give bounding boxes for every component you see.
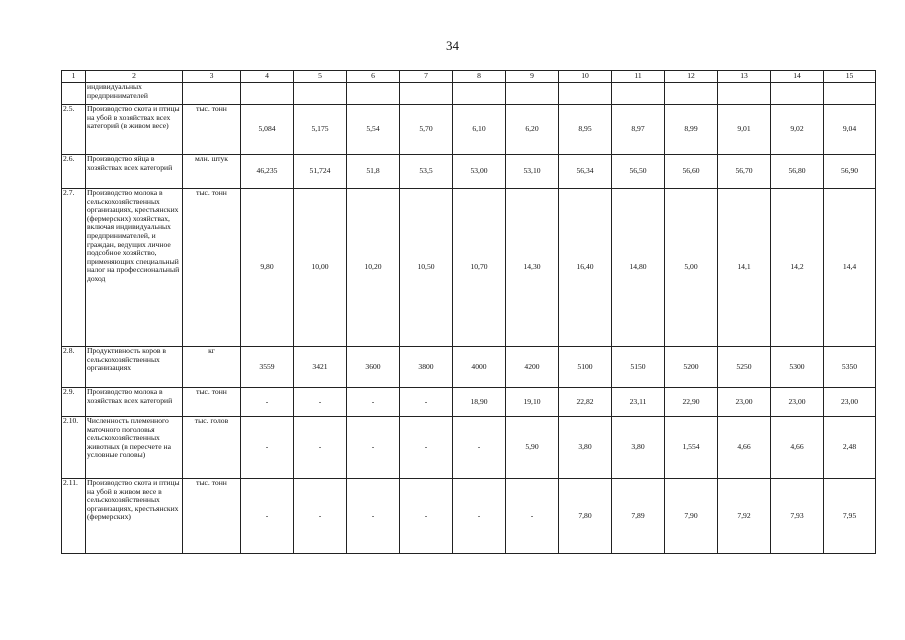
value-cell [771, 83, 824, 105]
indicator-name-cell: индивидуальных предпринимателей [86, 83, 183, 105]
value-cell: 3800 [400, 347, 453, 388]
value-cell: 9,04 [824, 105, 876, 155]
value-cell: 1,554 [665, 417, 718, 479]
value-cell: 6,20 [506, 105, 559, 155]
value-cell: - [294, 417, 347, 479]
header-cell: 4 [241, 71, 294, 83]
value-cell: 7,80 [559, 479, 612, 554]
row-number-cell: 2.8. [62, 347, 86, 388]
value-cell: 10,70 [453, 189, 506, 347]
table-body [62, 71, 876, 554]
value-cell [824, 83, 876, 105]
value-cell [241, 83, 294, 105]
indicator-name-cell: Производство скота и птицы на убой в хозяйствах всех категорий (в живом весе) [86, 105, 183, 155]
value-cell [294, 83, 347, 105]
value-cell: 5,70 [400, 105, 453, 155]
value-cell: 8,95 [559, 105, 612, 155]
value-cell: 56,34 [559, 155, 612, 189]
indicator-name-cell: Производство молока в сельскохозяйственных организациях, крестьянских (фермерских) хозяйствах, включая индивидуальных предпринимателей, и граждан, ведущих личное подсобное хозяйство, применяющих специальный налог на профессиональный доход [86, 189, 183, 347]
value-cell: - [400, 479, 453, 554]
value-cell: 23,00 [718, 388, 771, 417]
value-cell: 4,66 [718, 417, 771, 479]
value-cell: 5,084 [241, 105, 294, 155]
value-cell: 5350 [824, 347, 876, 388]
header-cell: 3 [183, 71, 241, 83]
value-cell: - [453, 479, 506, 554]
value-cell: - [241, 479, 294, 554]
value-cell: 56,60 [665, 155, 718, 189]
value-cell: 56,50 [612, 155, 665, 189]
value-cell: 3,80 [612, 417, 665, 479]
value-cell: 5,54 [347, 105, 400, 155]
value-cell: 4,66 [771, 417, 824, 479]
value-cell: 6,10 [453, 105, 506, 155]
row-number-cell: 2.11. [62, 479, 86, 554]
unit-cell: кг [183, 347, 241, 388]
unit-cell: млн. штук [183, 155, 241, 189]
unit-cell: тыс. голов [183, 417, 241, 479]
row-number-cell [62, 83, 86, 105]
value-cell: 56,90 [824, 155, 876, 189]
value-cell [559, 83, 612, 105]
value-cell: 5100 [559, 347, 612, 388]
page-number: 34 [446, 38, 459, 53]
value-cell: - [347, 388, 400, 417]
header-cell: 13 [718, 71, 771, 83]
table-row [62, 388, 876, 417]
value-cell: 5,00 [665, 189, 718, 347]
value-cell: 53,5 [400, 155, 453, 189]
header-cell: 10 [559, 71, 612, 83]
value-cell: 10,20 [347, 189, 400, 347]
header-cell: 1 [62, 71, 86, 83]
header-cell: 8 [453, 71, 506, 83]
value-cell: 23,00 [824, 388, 876, 417]
value-cell: 22,82 [559, 388, 612, 417]
data-table [61, 70, 876, 554]
table-row [62, 417, 876, 479]
value-cell: 3,80 [559, 417, 612, 479]
value-cell: 56,70 [718, 155, 771, 189]
value-cell: 3600 [347, 347, 400, 388]
value-cell [506, 83, 559, 105]
header-cell: 6 [347, 71, 400, 83]
indicator-name-cell: Численность племенного маточного поголовья сельскохозяйственных животных (в пересчете на условные головы) [86, 417, 183, 479]
header-cell: 15 [824, 71, 876, 83]
value-cell: 7,89 [612, 479, 665, 554]
value-cell: 4200 [506, 347, 559, 388]
value-cell: 53,10 [506, 155, 559, 189]
value-cell [665, 83, 718, 105]
value-cell: - [347, 479, 400, 554]
value-cell [612, 83, 665, 105]
table-row [62, 105, 876, 155]
value-cell: 2,48 [824, 417, 876, 479]
table-row [62, 347, 876, 388]
value-cell: 3559 [241, 347, 294, 388]
table-row [62, 155, 876, 189]
unit-cell: тыс. тонн [183, 479, 241, 554]
value-cell: 7,95 [824, 479, 876, 554]
value-cell: 9,01 [718, 105, 771, 155]
value-cell: 9,80 [241, 189, 294, 347]
value-cell: - [506, 479, 559, 554]
value-cell: - [400, 388, 453, 417]
row-number-cell: 2.7. [62, 189, 86, 347]
indicator-name-cell: Производство скота и птицы на убой в живом весе в сельскохозяйственных организациях, крестьянских (фермерских) [86, 479, 183, 554]
header-cell: 2 [86, 71, 183, 83]
header-cell: 14 [771, 71, 824, 83]
value-cell [718, 83, 771, 105]
value-cell: 23,11 [612, 388, 665, 417]
value-cell: 22,90 [665, 388, 718, 417]
value-cell: 23,00 [771, 388, 824, 417]
value-cell: 4000 [453, 347, 506, 388]
value-cell: 5,175 [294, 105, 347, 155]
row-number-cell: 2.5. [62, 105, 86, 155]
value-cell: 14,2 [771, 189, 824, 347]
value-cell: 10,50 [400, 189, 453, 347]
value-cell: 7,93 [771, 479, 824, 554]
value-cell: 9,02 [771, 105, 824, 155]
table-row [62, 479, 876, 554]
value-cell: 5200 [665, 347, 718, 388]
header-cell: 9 [506, 71, 559, 83]
value-cell [347, 83, 400, 105]
value-cell: 5150 [612, 347, 665, 388]
row-number-cell: 2.9. [62, 388, 86, 417]
value-cell: - [294, 479, 347, 554]
header-cell: 12 [665, 71, 718, 83]
value-cell: 51,8 [347, 155, 400, 189]
value-cell: 7,90 [665, 479, 718, 554]
value-cell: 5250 [718, 347, 771, 388]
value-cell: 46,235 [241, 155, 294, 189]
value-cell [400, 83, 453, 105]
indicator-name-cell: Производство молока в хозяйствах всех категорий [86, 388, 183, 417]
value-cell: 56,80 [771, 155, 824, 189]
unit-cell [183, 83, 241, 105]
header-cell: 11 [612, 71, 665, 83]
unit-cell: тыс. тонн [183, 388, 241, 417]
header-cell: 7 [400, 71, 453, 83]
value-cell: 14,80 [612, 189, 665, 347]
table-row [62, 189, 876, 347]
header-cell: 5 [294, 71, 347, 83]
indicator-name-cell: Производство яйца в хозяйствах всех категорий [86, 155, 183, 189]
value-cell: 5300 [771, 347, 824, 388]
value-cell: 14,30 [506, 189, 559, 347]
value-cell: - [347, 417, 400, 479]
unit-cell: тыс. тонн [183, 105, 241, 155]
table-row [62, 83, 876, 105]
value-cell: - [294, 388, 347, 417]
table-header-row [62, 71, 876, 83]
value-cell: - [400, 417, 453, 479]
value-cell: 19,10 [506, 388, 559, 417]
value-cell: 3421 [294, 347, 347, 388]
unit-cell: тыс. тонн [183, 189, 241, 347]
value-cell: - [453, 417, 506, 479]
value-cell: - [241, 388, 294, 417]
value-cell: 7,92 [718, 479, 771, 554]
row-number-cell: 2.6. [62, 155, 86, 189]
value-cell: 10,00 [294, 189, 347, 347]
row-number-cell: 2.10. [62, 417, 86, 479]
value-cell: 14,4 [824, 189, 876, 347]
value-cell: 18,90 [453, 388, 506, 417]
value-cell: 53,00 [453, 155, 506, 189]
value-cell: 8,97 [612, 105, 665, 155]
indicator-name-cell: Продуктивность коров в сельскохозяйственных организациях [86, 347, 183, 388]
value-cell: 8,99 [665, 105, 718, 155]
value-cell: 14,1 [718, 189, 771, 347]
value-cell: - [241, 417, 294, 479]
value-cell [453, 83, 506, 105]
value-cell: 5,90 [506, 417, 559, 479]
value-cell: 51,724 [294, 155, 347, 189]
value-cell: 16,40 [559, 189, 612, 347]
